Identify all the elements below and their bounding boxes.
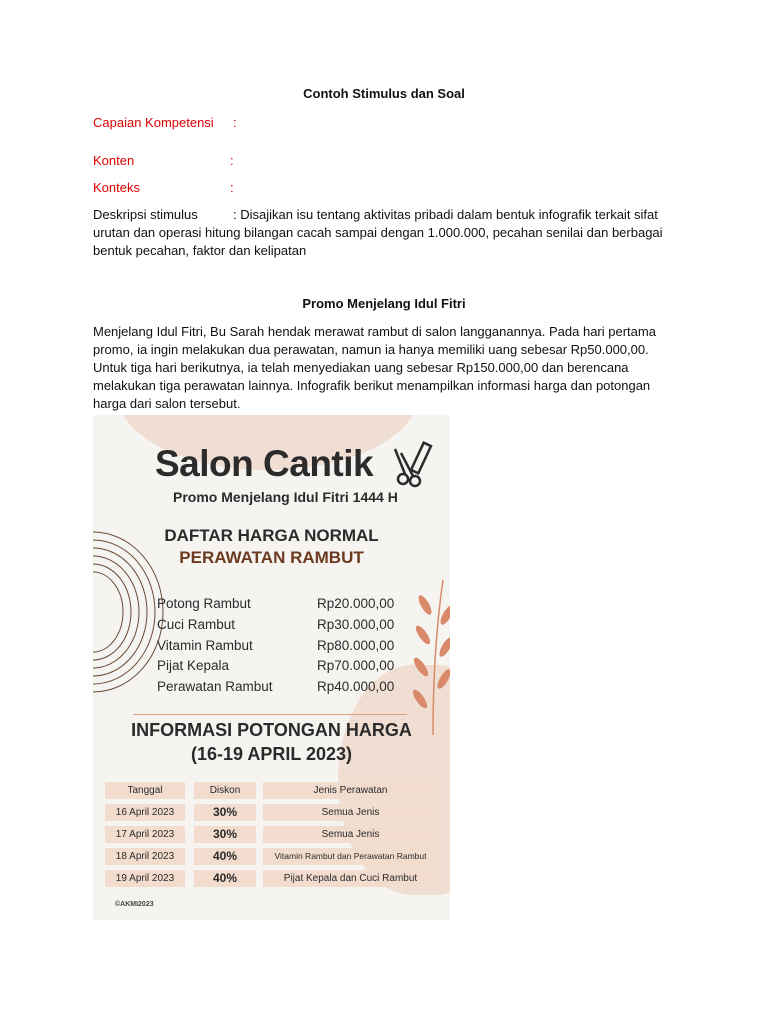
table-cell-discount: 40% xyxy=(194,848,256,865)
salon-subtitle: Promo Menjelang Idul Fitri 1444 H xyxy=(173,489,398,505)
table-cell-type: Vitamin Rambut dan Perawatan Rambut xyxy=(263,848,438,865)
salon-infographic xyxy=(93,415,450,920)
price-list-title-line2: PERAWATAN RAMBUT xyxy=(179,548,364,567)
meta-label: Capaian Kompetensi xyxy=(93,115,214,130)
decor-leaves-icon xyxy=(403,575,450,735)
discount-title xyxy=(93,718,450,766)
table-cell-discount: 40% xyxy=(194,870,256,887)
meta-konten xyxy=(93,153,234,168)
copyright-text: ©AKMI2023 xyxy=(115,901,154,908)
price-item-value: Rp20.000,00 xyxy=(317,596,395,611)
meta-capaian-kompetensi xyxy=(93,115,237,130)
table-cell-discount: 30% xyxy=(194,826,256,843)
meta-label: Konten xyxy=(93,153,135,168)
price-list-title-line1: DAFTAR HARGA NORMAL xyxy=(164,526,379,545)
discount-title-line2: (16-19 APRIL 2023) xyxy=(190,744,353,764)
price-item-value: Rp80.000,00 xyxy=(317,638,395,653)
price-item-name: Potong Rambut xyxy=(157,596,251,611)
table-header-type: Jenis Perawatan xyxy=(263,782,438,799)
table-cell-date: 18 April 2023 xyxy=(105,848,185,865)
table-cell-date: 19 April 2023 xyxy=(105,870,185,887)
price-item-value: Rp30.000,00 xyxy=(317,617,395,632)
price-item-name: Vitamin Rambut xyxy=(157,638,253,653)
meta-colon: : xyxy=(230,153,234,168)
price-item-name: Pijat Kepala xyxy=(157,658,230,673)
salon-name: Salon Cantik xyxy=(155,443,374,484)
price-item-name: Cuci Rambut xyxy=(157,617,236,632)
meta-label: Konteks xyxy=(93,180,140,195)
meta-konteks xyxy=(93,180,234,195)
discount-title-line1: INFORMASI POTONGAN HARGA xyxy=(131,720,412,740)
stimulus-description xyxy=(93,206,673,260)
table-header-discount: Diskon xyxy=(194,782,256,799)
story-paragraph: Menjelang Idul Fitri, Bu Sarah hendak merawat rambut di salon langganannya. Pada hari pertama promo, ia ingin melakukan dua perawatan, namun ia hanya memiliki uang sebesar Rp50.000,00. Untuk tiga hari berikutnya, ia telah menyediakan uang sebesar Rp150.000,00 dan berencana melakukan tiga perawatan lainnya. Infografik berikut menampilkan informasi harga dan potongan harga dari salon tersebut. xyxy=(93,324,656,411)
document-title: Contoh Stimulus dan Soal xyxy=(303,86,465,101)
price-item-value: Rp70.000,00 xyxy=(317,658,395,673)
meta-colon: : xyxy=(230,180,234,195)
meta-colon: : xyxy=(233,115,237,130)
description-text: : Disajikan isu tentang aktivitas pribadi dalam bentuk infografik terkait sifat urutan dan operasi hitung bilangan cacah sampai dengan 1.000.000, pecahan senilai dan berbagai bentuk pecahan, faktor dan kelipatan xyxy=(93,207,663,258)
section-divider xyxy=(133,714,407,715)
table-cell-type: Pijat Kepala dan Cuci Rambut xyxy=(263,870,438,887)
scissors-comb-icon xyxy=(391,439,435,489)
section-title: Promo Menjelang Idul Fitri xyxy=(302,296,466,311)
price-item-name: Perawatan Rambut xyxy=(157,679,273,694)
table-cell-discount: 30% xyxy=(194,804,256,821)
table-header-date: Tanggal xyxy=(105,782,185,799)
table-cell-type: Semua Jenis xyxy=(263,804,438,821)
table-cell-type: Semua Jenis xyxy=(263,826,438,843)
table-cell-date: 17 April 2023 xyxy=(105,826,185,843)
price-list-title xyxy=(93,525,450,569)
price-item-value: Rp40.000,00 xyxy=(317,679,395,694)
description-label: Deskripsi stimulus xyxy=(93,207,198,222)
table-cell-date: 16 April 2023 xyxy=(105,804,185,821)
